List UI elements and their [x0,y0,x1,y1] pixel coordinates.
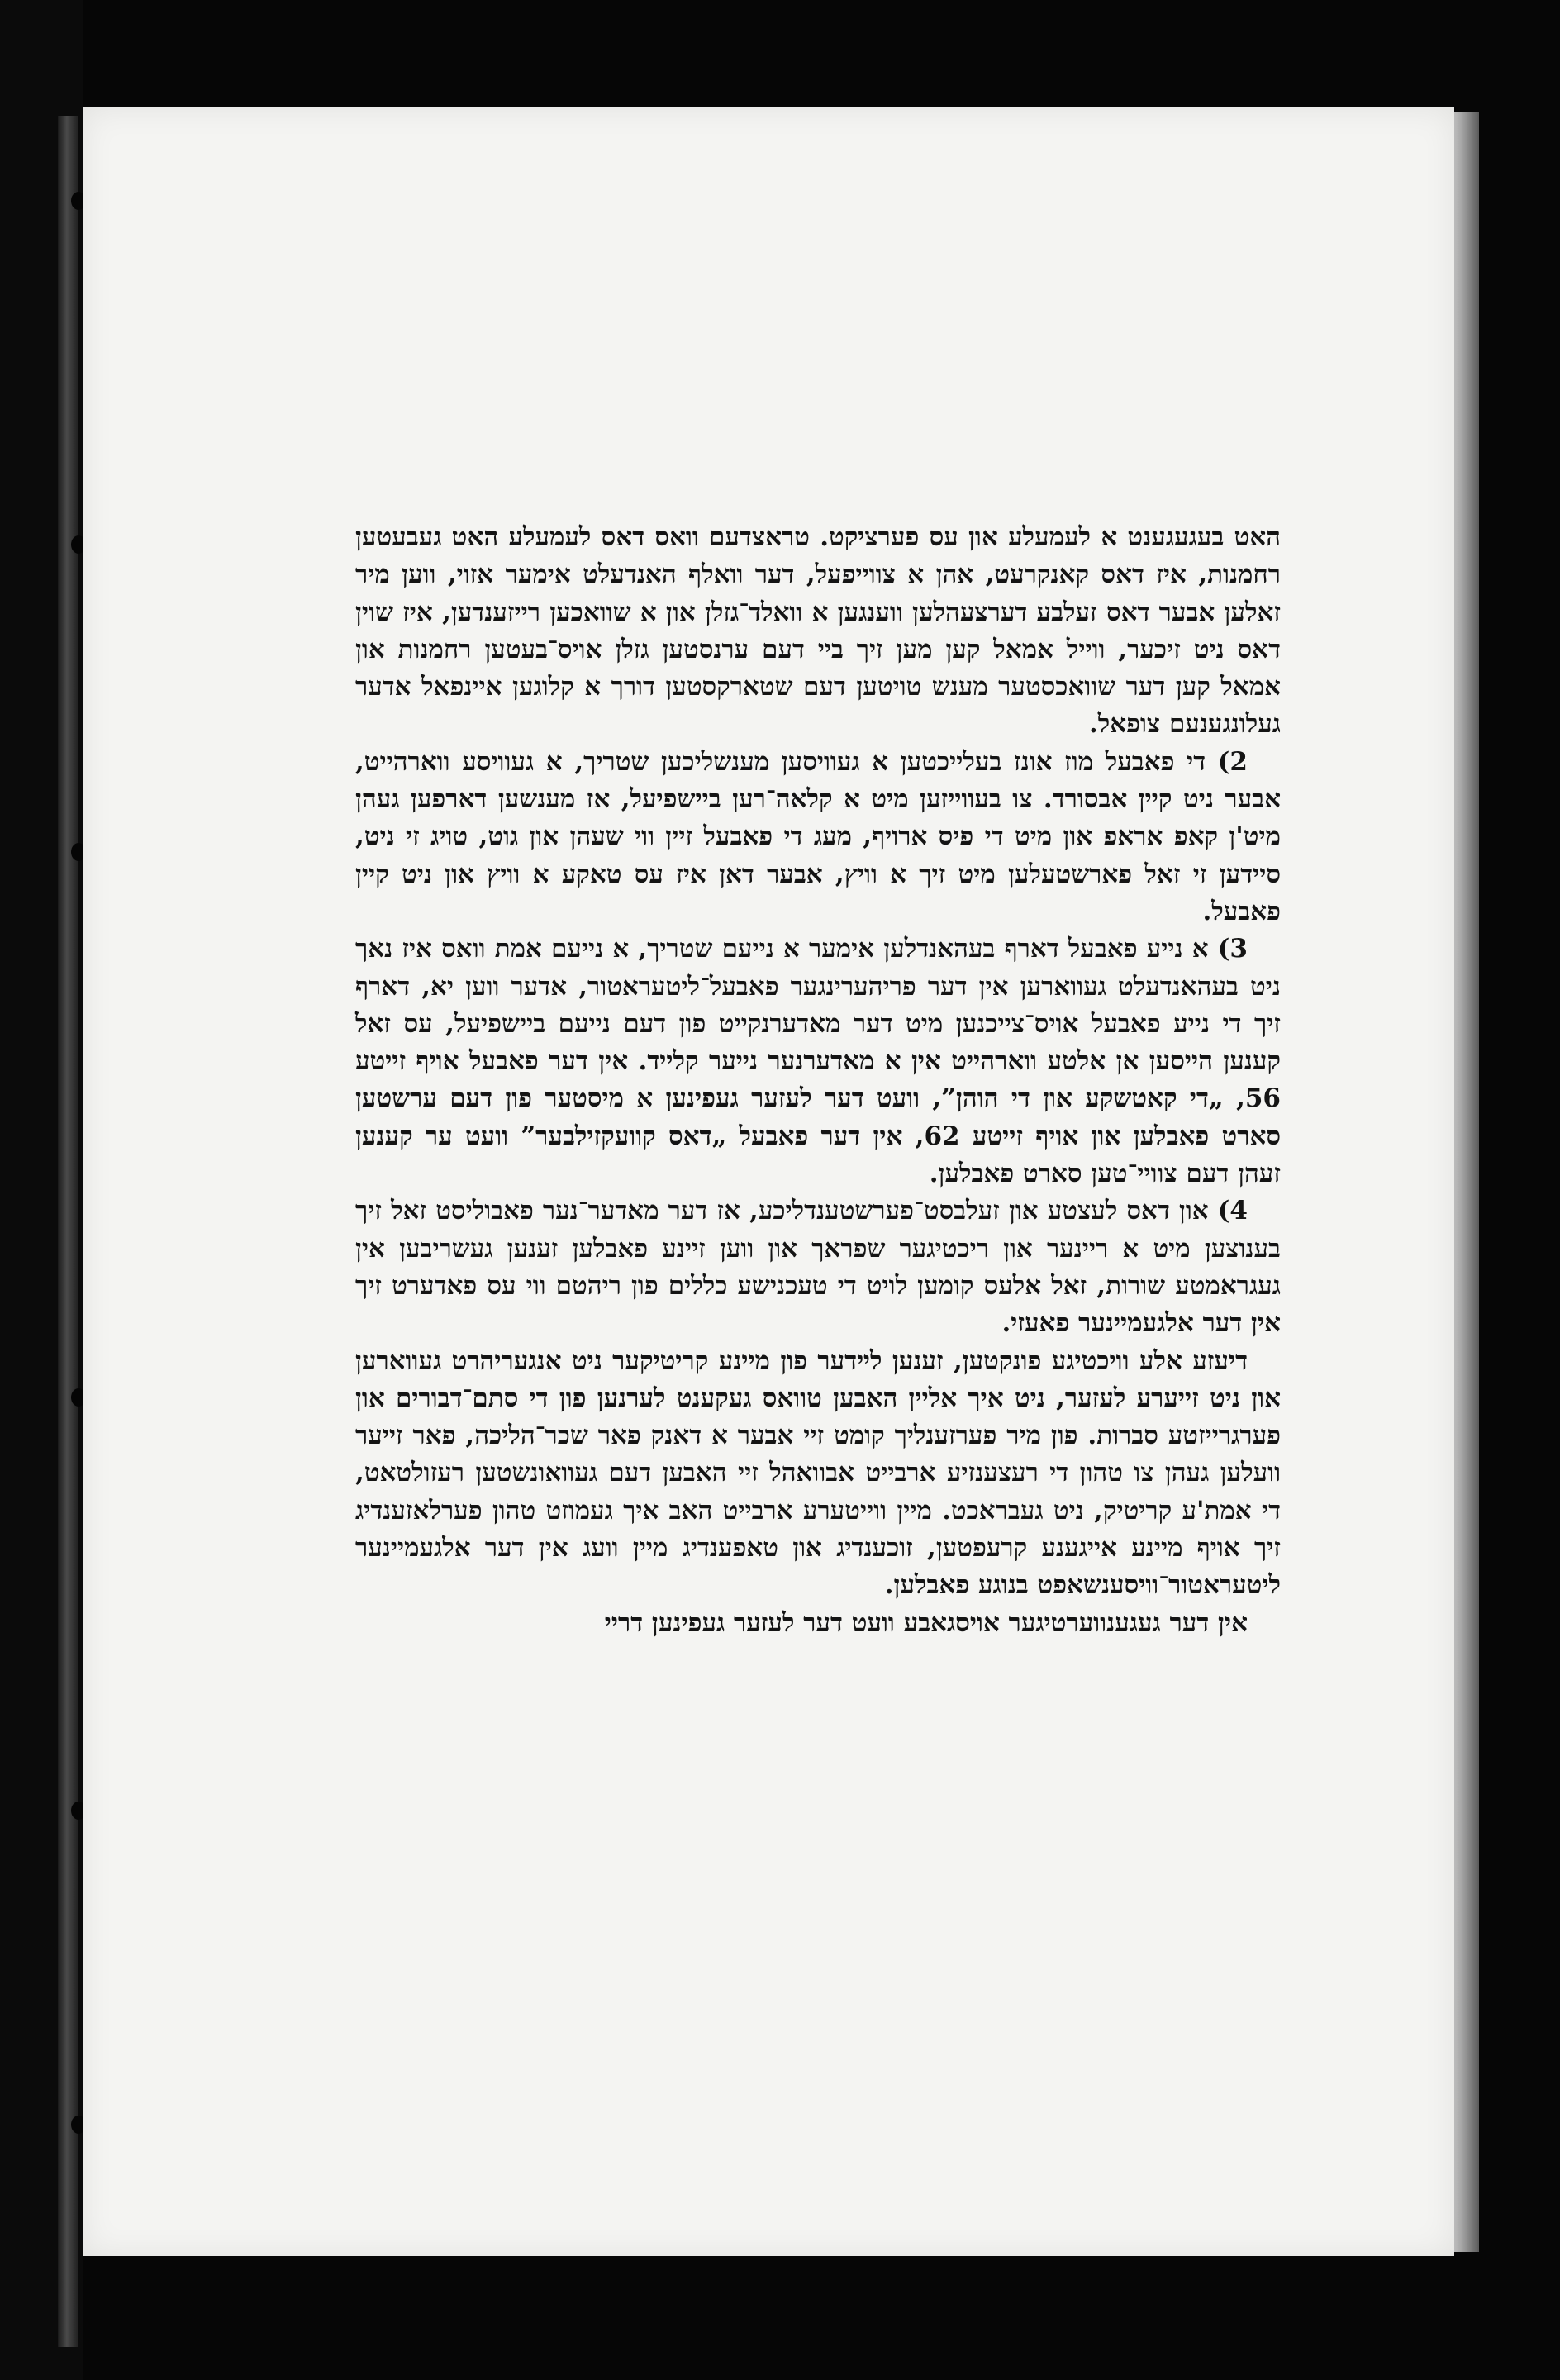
paragraph-point-3: 3) א נייע פאבעל דארף בעהאנדלען אימער א נייעם שטריך, א נייעם אמת וואס איז נאך ניט בעהאנדעלט געווארען אין דער פריהערינגער פאבעל־ליטעראטור, אדער ווען יא, דארף זיך די נייע פאבעל אויס־צייכנען מיט דער מאדערנקייט פון דעם נייעם ביישפיעל, עס זאל קענען הייסען אן אלטע ווארהייט אין א מאדערנער נייער קלייד. אין דער פאבעל אויף זייטע 56, „די קאטשקע און די הוהן”, וועט דער לעזער געפינען א מיסטער פון דעם ערשטען סארט פאבלען און אויף זייטע 62, אין דער פאבעל „דאס קוועקזילבער” וועט ער קענען זעהן דעם צוויי־טען סארט פאבלען. [355,934,1281,1189]
book-spine [58,116,78,2347]
paragraph-point-2: 2) די פאבעל מוז אונז בעלייכטען א געוויסען מענשליכען שטריך, א געוויסע ווארהייט, אבער ניט קיין אבסורד. צו בעווייזען מיט א קלאה־רען ביישפיעל, אז מענשען דארפען געהן מיט'ן קאפ אראפ און מיט די פיס ארויף, מעג די פאבעל זיין ווי שעהן און גוט, טויג זי ניט, סיידען זי זאל פארשטעלען מיט זיך א וויץ, אבער דאן איז עס טאקע א וויץ און ניט קיין פאבעל. [355,746,1281,926]
paragraph-point-4: 4) און דאס לעצטע און זעלבסט־פערשטענדליכע, אז דער מאדער־נער פאבוליסט זאל זיך בענוצען מיט א ריינער און ריכטיגער שפראך און ווען זיינע פאבלען זענען געשריבען אין געגראמטע שורות, זאל אלעס קומען לויט די טעכנישע כללים פון ריהטם ווי עס פאדערט זיך אין דער אלגעמיינער פאעזי. [355,1196,1281,1339]
paragraph-continuation: האט בעגעגענט א לעמעלע און עס פערציקט. טראצדעם וואס דאס לעמעלע האט געבעטען רחמנות, איז דאס קאנקרעט, אהן א צווייפעל, דער וואלף האנדעלט אימער אזוי, ווען מיר זאלען אבער דאס זעלבע דערצעהלען ווענגען א וואלד־גזלן און א שוואכען רייזענדען, איז שוין דאס ניט זיכער, ווייל אמאל קען מען זיך ביי דעם ערנסטען גזלן אויס־בעטען רחמנות און אמאל קען דער שוואכסטער מענש טויטען דעם שטארקסטען דורך א קלוגען איינפאל אדער געלונגענעם צופאל. [355,522,1281,740]
page-body-text [355,519,1281,1642]
paragraph-critics: דיעזע אלע וויכטיגע פונקטען, זענען לײדער פון מיינע קריטיקער ניט אנגעריהרט געווארען און ניט זייערע לעזער, ניט איך אליין האבען טוואס געקענט לערנען פון די סתם־דבורים און פערגרייזטע סברות. פון מיר פערזענליך קומט זיי אבער א דאנק פאר שכר־הליכה, פאר זייער וועלען געהן צו טהון די רעצענזיע ארבייט אבוואהל זיי האבען דעם געוואונשטען רעזולטאט, די אמת'ע קריטיק, ניט געבראכט. מיין ווייטערע ארבייט האב איך געמוזט טהון פערלאזענדיג זיך אויף מיינע אייגענע קרעפטען, זוכענדיג און טאפענדיג מיין וועג אין דער אלגעמיינער ליטעראטור־וויסענשאפט בנוגע פאבלען. [355,1345,1281,1601]
paragraph-present-edition: אין דער געגענווערטיגער אויסגאבע וועט דער לעזער געפינען דריי [604,1607,1248,1638]
